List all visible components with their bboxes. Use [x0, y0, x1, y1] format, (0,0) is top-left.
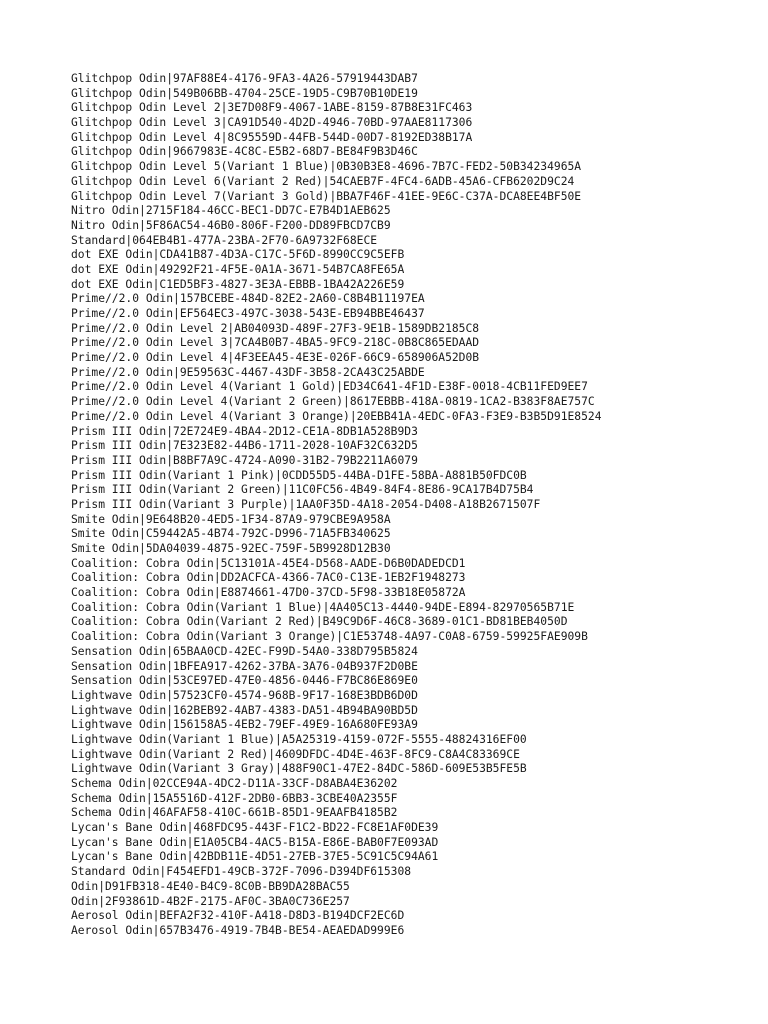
- text-line: Lycan's Bane Odin|E1A05CB4-4AC5-B15A-E86E-BAB0F7E093AD: [71, 835, 439, 849]
- text-line: Glitchpop Odin Level 6(Variant 2 Red)|54CAEB7F-4FC4-6ADB-45A6-CFB6202D9C24: [71, 174, 575, 188]
- text-lines: [71, 72, 602, 939]
- text-line: Coalition: Cobra Odin(Variant 1 Blue)|4A405C13-4440-94DE-E894-82970565B71E: [71, 600, 575, 614]
- text-line: Glitchpop Odin Level 2|3E7D08F9-4067-1ABE-8159-87B8E31FC463: [71, 101, 473, 115]
- text-line: Smite Odin|9E648B20-4ED5-1F34-87A9-979CBE9A958A: [71, 512, 391, 526]
- text-line: Glitchpop Odin|549B06BB-4704-25CE-19D5-C9B70B10DE19: [71, 86, 418, 100]
- text-line: Glitchpop Odin Level 4|8C95559D-44FB-544D-00D7-8192ED38B17A: [71, 130, 473, 144]
- text-line: Glitchpop Odin Level 7(Variant 3 Gold)|BBA7F46F-41EE-9E6C-C37A-DCA8EE4BF50E: [71, 189, 582, 203]
- text-line: Glitchpop Odin Level 3|CA91D540-4D2D-4946-70BD-97AAE8117306: [71, 116, 473, 130]
- text-line: Glitchpop Odin Level 5(Variant 1 Blue)|0B30B3E8-4696-7B7C-FED2-50B34234965A: [71, 160, 582, 174]
- text-line: Smite Odin|C59442A5-4B74-792C-D996-71A5FB340625: [71, 527, 391, 541]
- text-line: Lightwave Odin|162BEB92-4AB7-4383-DA51-4B94BA90BD5D: [71, 703, 418, 717]
- text-line: Schema Odin|02CCE94A-4DC2-D11A-33CF-D8ABA4E36202: [71, 777, 398, 790]
- text-line: Glitchpop Odin|97AF88E4-4176-9FA3-4A26-57919443DAB7: [71, 72, 418, 85]
- text-line: Lycan's Bane Odin|42BDB11E-4D51-27EB-37E5-5C91C5C94A61: [71, 850, 439, 864]
- text-line: dot EXE Odin|49292F21-4F5E-0A1A-3671-54B7CA8FE65A: [71, 262, 405, 276]
- text-line: Prism III Odin(Variant 3 Purple)|1AA0F35D-4A18-2054-D408-A18B2671507F: [71, 497, 541, 511]
- text-line: Lightwave Odin(Variant 2 Red)|4609DFDC-4D4E-463F-8FC9-C8A4C83369CE: [71, 747, 520, 761]
- text-line: Schema Odin|15A5516D-412F-2DB0-6BB3-3CBE40A2355F: [71, 791, 398, 805]
- text-line: Prism III Odin|7E323E82-44B6-1711-2028-10AF32C632D5: [71, 439, 418, 453]
- text-line: Prime//2.0 Odin|157BCEBE-484D-82E2-2A60-C8B4B11197EA: [71, 292, 425, 306]
- text-line: Coalition: Cobra Odin(Variant 2 Red)|B49C9D6F-46C8-3689-01C1-BD81BEB4050D: [71, 615, 568, 629]
- text-line: Glitchpop Odin|9667983E-4C8C-E5B2-68D7-BE84F9B3D46C: [71, 145, 418, 159]
- text-line: Prime//2.0 Odin Level 4(Variant 2 Green)|8617EBBB-418A-0819-1CA2-B383F8AE757C: [71, 395, 595, 409]
- text-line: Prime//2.0 Odin|9E59563C-4467-43DF-3B58-2CA43C25ABDE: [71, 365, 425, 379]
- text-line: Prime//2.0 Odin Level 2|AB04093D-489F-27F3-9E1B-1589DB2185C8: [71, 321, 480, 335]
- text-line: Aerosol Odin|BEFA2F32-410F-A418-D8D3-B194DCF2EC6D: [71, 909, 405, 923]
- text-line: Lightwave Odin|156158A5-4EB2-79EF-49E9-16A680FE93A9: [71, 718, 418, 732]
- text-line: Prime//2.0 Odin Level 4(Variant 3 Orange)|20EBB41A-4EDC-0FA3-F3E9-B3B5D91E8524: [71, 409, 602, 423]
- text-line: Aerosol Odin|657B3476-4919-7B4B-BE54-AEAEDAD999E6: [71, 923, 405, 937]
- text-line: Smite Odin|5DA04039-4875-92EC-759F-5B9928D12B30: [71, 542, 391, 555]
- text-line: Coalition: Cobra Odin|5C13101A-45E4-D568-AADE-D6B0DADEDCD1: [71, 556, 466, 570]
- text-line: Lightwave Odin|57523CF0-4574-968B-9F17-168E3BDB6D0D: [71, 688, 418, 702]
- text-line: Sensation Odin|53CE97ED-47E0-4856-0446-F7BC86E869E0: [71, 674, 418, 688]
- text-line: Lycan's Bane Odin|468FDC95-443F-F1C2-BD22-FC8E1AF0DE39: [71, 821, 439, 835]
- text-line: Nitro Odin|5F86AC54-46B0-806F-F200-DD89FBCD7CB9: [71, 218, 391, 232]
- text-line: Prime//2.0 Odin Level 3|7CA4B0B7-4BA5-9FC9-218C-0B8C865EDAAD: [71, 336, 480, 350]
- text-line: Prime//2.0 Odin Level 4(Variant 1 Gold)|ED34C641-4F1D-E38F-0018-4CB11FED9EE7: [71, 380, 588, 394]
- text-line: Lightwave Odin(Variant 1 Blue)|A5A25319-4159-072F-5555-48824316EF00: [71, 732, 527, 746]
- text-line: Prism III Odin|B8BF7A9C-4724-A090-31B2-79B2211A6079: [71, 453, 418, 467]
- text-line: Lightwave Odin(Variant 3 Gray)|488F90C1-47E2-84DC-586D-609E53B5FE5B: [71, 762, 527, 776]
- text-line: Prime//2.0 Odin|EF564EC3-497C-3038-543E-EB94BBE46437: [71, 307, 425, 320]
- text-line: Standard|064EB4B1-477A-23BA-2F70-6A9732F68ECE: [71, 233, 378, 247]
- text-line: Prime//2.0 Odin Level 4|4F3EEA45-4E3E-026F-66C9-658906A52D0B: [71, 351, 480, 365]
- text-line: Odin|2F93861D-4B2F-2175-AF0C-3BA0C736E257: [71, 894, 350, 908]
- text-line: dot EXE Odin|C1ED5BF3-4827-3E3A-EBBB-1BA42A226E59: [71, 277, 405, 291]
- text-line: Prism III Odin|72E724E9-4BA4-2D12-CE1A-8DB1A528B9D3: [71, 424, 418, 438]
- text-line: Coalition: Cobra Odin|DD2ACFCA-4366-7AC0-C13E-1EB2F1948273: [71, 571, 466, 585]
- text-line: Standard Odin|F454EFD1-49CB-372F-7096-D394DF615308: [71, 865, 412, 879]
- text-line: Prism III Odin(Variant 2 Green)|11C0FC56-4B49-84F4-8E86-9CA17B4D75B4: [71, 483, 534, 497]
- text-line: Sensation Odin|65BAA0CD-42EC-F99D-54A0-338D795B5824: [71, 644, 418, 658]
- text-line: Prism III Odin(Variant 1 Pink)|0CDD55D5-44BA-D1FE-58BA-A881B50FDC0B: [71, 468, 527, 482]
- text-line: Coalition: Cobra Odin(Variant 3 Orange)|C1E53748-4A97-C0A8-6759-59925FAE909B: [71, 630, 588, 644]
- text-line: dot EXE Odin|CDA41B87-4D3A-C17C-5F6D-8990CC9C5EFB: [71, 248, 405, 262]
- text-line: Nitro Odin|2715F184-46CC-BEC1-DD7C-E7B4D1AEB625: [71, 204, 391, 218]
- text-line: Odin|D91FB318-4E40-B4C9-8C0B-BB9DA28BAC55: [71, 879, 350, 893]
- text-line: Schema Odin|46AFAF58-410C-661B-85D1-9EAAFB4185B2: [71, 806, 398, 820]
- text-line: Sensation Odin|1BFEA917-4262-37BA-3A76-04B937F2D0BE: [71, 659, 418, 673]
- text-line: Coalition: Cobra Odin|E8874661-47D0-37CD-5F98-33B18E05872A: [71, 586, 466, 600]
